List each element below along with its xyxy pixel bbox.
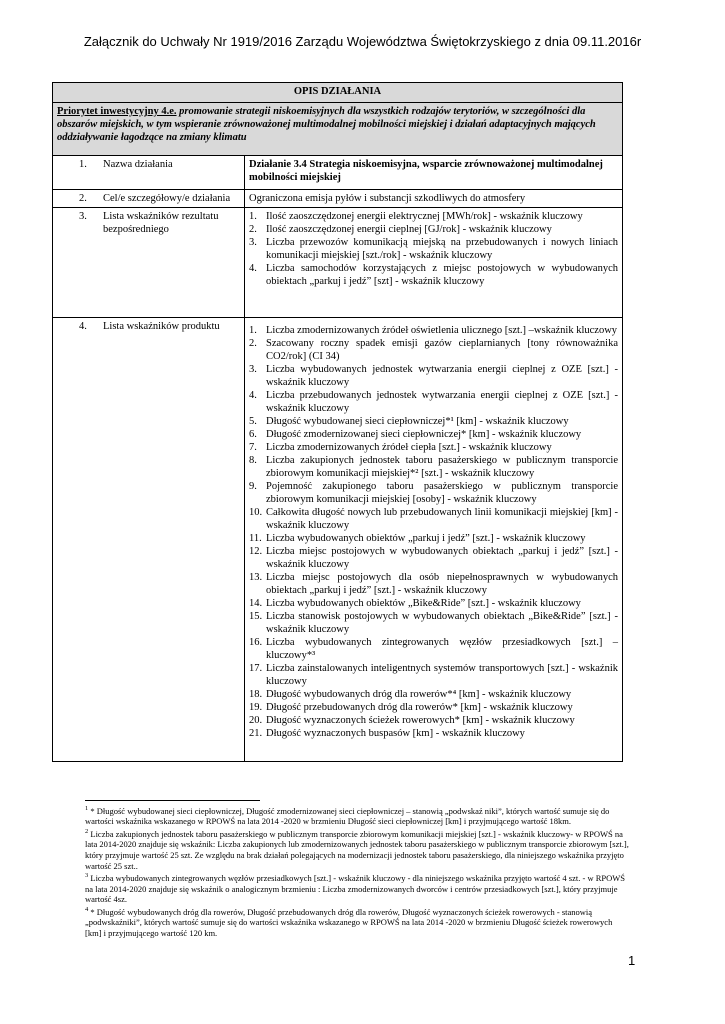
list-item-number: 1.: [249, 325, 257, 336]
list-item-number: 6.: [249, 429, 257, 440]
list-item-number: 8.: [249, 455, 257, 466]
list-item-text: Liczba zmodernizowanych źródeł oświetlenia ulicznego [szt.] –wskaźnik kluczowy: [266, 325, 618, 336]
list-item-text: Długość wyznaczonych buspasów [km] - wskaźnik kluczowy: [266, 728, 525, 739]
row-2-label-cell: [53, 190, 245, 208]
list-item: [249, 210, 618, 223]
list-item-text: Liczba wybudowanych obiektów „Bike&Ride” [szt.] - wskaźnik kluczowy: [266, 598, 581, 609]
list-item: [249, 545, 618, 571]
list-item-number: 3.: [249, 237, 257, 248]
list-item-text: Liczba zmodernizowanych źródeł ciepła [szt.] - wskaźnik kluczowy: [266, 442, 552, 453]
footnote-text: * Długość wybudowanych dróg dla rowerów, Długość przebudowanych dróg dla rowerów, Długość wyznaczonych ścieżek rowerowych - stanowią „podwskaźniki”, których wartość sumuje się do wartości wskaźnika wskazanego w RPOWŚ na lata 2014 -2020 w brzmieniu Długość ścieżek rowerowych [km] i przyjmującego wartość 120 km.: [85, 906, 613, 938]
list-item-number: 2.: [249, 224, 257, 235]
list-item-text: Długość wybudowanej sieci ciepłowniczej*¹ [km] - wskaźnik kluczowy: [266, 416, 569, 427]
row-4-number: 4.: [79, 321, 87, 332]
list-item: [249, 454, 618, 480]
list-item-text: Całkowita długość nowych lub przebudowanych linii komunikacji miejskiej [km] - wskaźnik kluczowy: [266, 507, 619, 531]
list-item-text: Liczba zainstalowanych inteligentnych systemów transportowych [szt.] - wskaźnik kluczowy: [266, 663, 619, 687]
footnote-mark: 4: [85, 905, 89, 913]
list-item: [249, 636, 618, 662]
result-indicators-list: [249, 210, 618, 288]
row-3-number: 3.: [79, 211, 87, 222]
footnote-text: Liczba zakupionych jednostek taboru pasażerskiego w publicznym transporcie zbiorowym komunikacji miejskiej [szt.] - wskaźnik kluczowy- w RPOWŚ na lata 2014-2020 znajduje się wskaźnik: Liczba zakupionych lub zmodernizowanych jednostek taboru pasażerskiego w publicznym transporcie zbiorowym [szt.], który przyjmuje wartość 25 szt. Ze względu na brak działań polegających na modernizacji jednostek taboru pasażerskiego, dla niniejszego wskaźnika przyjęto wartość 25 szt..: [85, 828, 629, 871]
footnote: [85, 905, 630, 939]
list-item-number: 13.: [249, 572, 263, 583]
list-item-text: Pojemność zakupionego taboru pasażerskiego w publicznym transporcie zbiorowym komunikacji miejskiej [osoby] - wskaźnik kluczowy: [266, 481, 619, 505]
list-item-text: Długość wyznaczonych ścieżek rowerowych* [km] - wskaźnik kluczowy: [266, 715, 575, 726]
list-item: [249, 571, 618, 597]
row-4-label: Lista wskaźników produktu: [103, 321, 220, 332]
list-item: [249, 714, 618, 727]
list-item-number: 9.: [249, 481, 257, 492]
list-item-text: Liczba samochodów korzystających z miejsc postojowych w wybudowanych obiektach „parkuj i jedź” [szt] - wskaźnik kluczowy: [266, 263, 619, 287]
list-item-number: 11.: [249, 533, 262, 544]
list-item: [249, 389, 618, 415]
list-item-text: Liczba miejsc postojowych w wybudowanych obiektach „parkuj i jedź” [szt.] - wskaźnik kluczowy: [266, 546, 619, 570]
list-item: [249, 688, 618, 701]
list-item: [249, 532, 618, 545]
list-item-text: Ilość zaoszczędzonej energii cieplnej [GJ/rok] - wskaźnik kluczowy: [266, 224, 552, 235]
action-description-table: [52, 82, 623, 762]
list-item-text: Liczba przewozów komunikacją miejską na przebudowanych i nowych liniach komunikacji miejskiej [szt./rok] - wskaźnik kluczowy: [266, 237, 619, 261]
product-indicators-list: [249, 324, 618, 740]
row-3-value-cell: [245, 208, 623, 318]
footnote-mark: 1: [85, 805, 89, 812]
list-item-text: Ilość zaoszczędzonej energii elektrycznej [MWh/rok] - wskaźnik kluczowy: [266, 211, 583, 222]
row-1-label-cell: [53, 156, 245, 190]
row-4-value-cell: [245, 318, 623, 762]
list-item-text: Liczba wybudowanych zintegrowanych węzłów przesiadkowych [szt.] – kluczowy*³: [266, 637, 619, 661]
list-item: [249, 324, 618, 337]
list-item: [249, 701, 618, 714]
list-item-text: Liczba stanowisk postojowych w wybudowanych obiektach „Bike&Ride” [szt.] - wskaźnik kluczowy: [266, 611, 619, 635]
list-item: [249, 223, 618, 236]
list-item-number: 4.: [249, 390, 257, 401]
row-2-label: Cel/e szczegółowy/e działania: [103, 193, 231, 204]
list-item-number: 3.: [249, 364, 257, 375]
list-item-text: Długość wybudowanych dróg dla rowerów*⁴ [km] - wskaźnik kluczowy: [266, 689, 572, 700]
footnote-mark: 3: [85, 872, 89, 880]
list-item: [249, 415, 618, 428]
priority-cell: [53, 103, 623, 156]
list-item-number: 10.: [249, 507, 263, 518]
list-item: [249, 441, 618, 454]
list-item: [249, 597, 618, 610]
footnote: [85, 804, 630, 827]
list-item-text: Liczba zakupionych jednostek taboru pasażerskiego w publicznym transporcie zbiorowym komunikacji miejskiej*² [szt.] - wskaźnik kluczowy: [266, 455, 619, 479]
list-item-number: 2.: [249, 338, 257, 349]
page-number: 1: [628, 953, 636, 968]
document-header: Załącznik do Uchwały Nr 1919/2016 Zarządu Województwa Świętokrzyskiego z dnia 09.11.2016r: [83, 34, 642, 49]
priority-label: Priorytet inwestycyjny 4.e.: [57, 106, 177, 117]
list-item-number: 21.: [249, 728, 263, 739]
row-1-value: Działanie 3.4 Strategia niskoemisyjna, wsparcie zrównoważonej multimodalnej mobilności miejskiej: [245, 156, 623, 190]
footnote-rule: [85, 800, 260, 801]
list-item-number: 5.: [249, 416, 257, 427]
footnotes: [85, 800, 630, 938]
row-4-label-cell: [53, 318, 245, 762]
row-2-value: Ograniczona emisja pyłów i substancji szkodliwych do atmosfery: [245, 190, 623, 208]
list-item-number: 1.: [249, 211, 257, 222]
table-title: OPIS DZIAŁANIA: [53, 83, 623, 103]
list-item-text: Liczba miejsc postojowych dla osób niepełnosprawnych w wybudowanych obiektach „parkuj i jedź” [szt.] - wskaźnik kluczowy: [266, 572, 619, 596]
priority-text: promowanie strategii niskoemisyjnych dla wszystkich rodzajów terytoriów, w szczególności dla obszarów miejskich, w tym wspieranie zrównoważonej multimodalnej mobilności miejskiej i działań adaptacyjnych mających oddziaływanie łagodzące na zmiany klimatu: [57, 106, 596, 143]
list-item-number: 14.: [249, 598, 263, 609]
list-item-text: Długość przebudowanych dróg dla rowerów* [km] - wskaźnik kluczowy: [266, 702, 573, 713]
row-3-label: Lista wskaźników rezultatu bezpośredniego: [103, 211, 219, 235]
list-item: [249, 236, 618, 262]
list-item: [249, 727, 618, 740]
footnote: [85, 871, 630, 905]
list-item-number: 20.: [249, 715, 263, 726]
list-item-text: Długość zmodernizowanej sieci ciepłowniczej* [km] - wskaźnik kluczowy: [266, 429, 582, 440]
footnote-mark: 2: [85, 828, 89, 836]
row-2-number: 2.: [79, 193, 87, 204]
footnote-text: * Długość wybudowanej sieci ciepłowniczej, Długość zmodernizowanej sieci ciepłowniczej – stanowią „podwskaź niki”, których wartość sumuje się do wartości wskaźnika wskazanego w RPOWŚ na lata 2014 -2020 w brzmieniu Długość sieci ciepłowniczej [km] i przyjmującego wartość 18km.: [85, 805, 610, 827]
list-item: [249, 262, 618, 288]
list-item-number: 15.: [249, 611, 263, 622]
footnote: [85, 827, 630, 871]
list-item: [249, 337, 618, 363]
list-item-text: Liczba wybudowanych obiektów „parkuj i jedź” [szt.] - wskaźnik kluczowy: [266, 533, 586, 544]
list-item: [249, 480, 618, 506]
list-item: [249, 662, 618, 688]
list-item-number: 7.: [249, 442, 257, 453]
list-item-number: 16.: [249, 637, 263, 648]
list-item-text: Liczba przebudowanych jednostek wytwarzania energii cieplnej z OZE [szt.] - wskaźnik kluczowy: [266, 390, 619, 414]
row-1-number: 1.: [79, 159, 87, 170]
list-item-number: 17.: [249, 663, 263, 674]
list-item-number: 18.: [249, 689, 263, 700]
list-item-number: 4.: [249, 263, 257, 274]
list-item-number: 12.: [249, 546, 263, 557]
row-1-label: Nazwa działania: [103, 159, 173, 170]
row-3-label-cell: [53, 208, 245, 318]
list-item-text: Liczba wybudowanych jednostek wytwarzania energii cieplnej z OZE [szt.] - wskaźnik kluczowy: [266, 364, 619, 388]
list-item: [249, 610, 618, 636]
list-item: [249, 363, 618, 389]
list-item-text: Szacowany roczny spadek emisji gazów cieplarnianych [tony równoważnika CO2/rok] (CI 34): [266, 338, 619, 362]
list-item-number: 19.: [249, 702, 263, 713]
list-item: [249, 506, 618, 532]
footnote-text: Liczba wybudowanych zintegrowanych węzłów przesiadkowych [szt.] - wskaźnik kluczowy - dla niniejszego wskaźnika przyjęto wartość 4 szt. - w RPOWŚ na lata 2014-2020 znajduje się wskaźnik o analogicznym brzmieniu : Liczba zmodernizowanych dworców i centrów przesiadkowych [szt.], który przyjmuje wartość 4sz.: [85, 873, 626, 905]
list-item: [249, 428, 618, 441]
